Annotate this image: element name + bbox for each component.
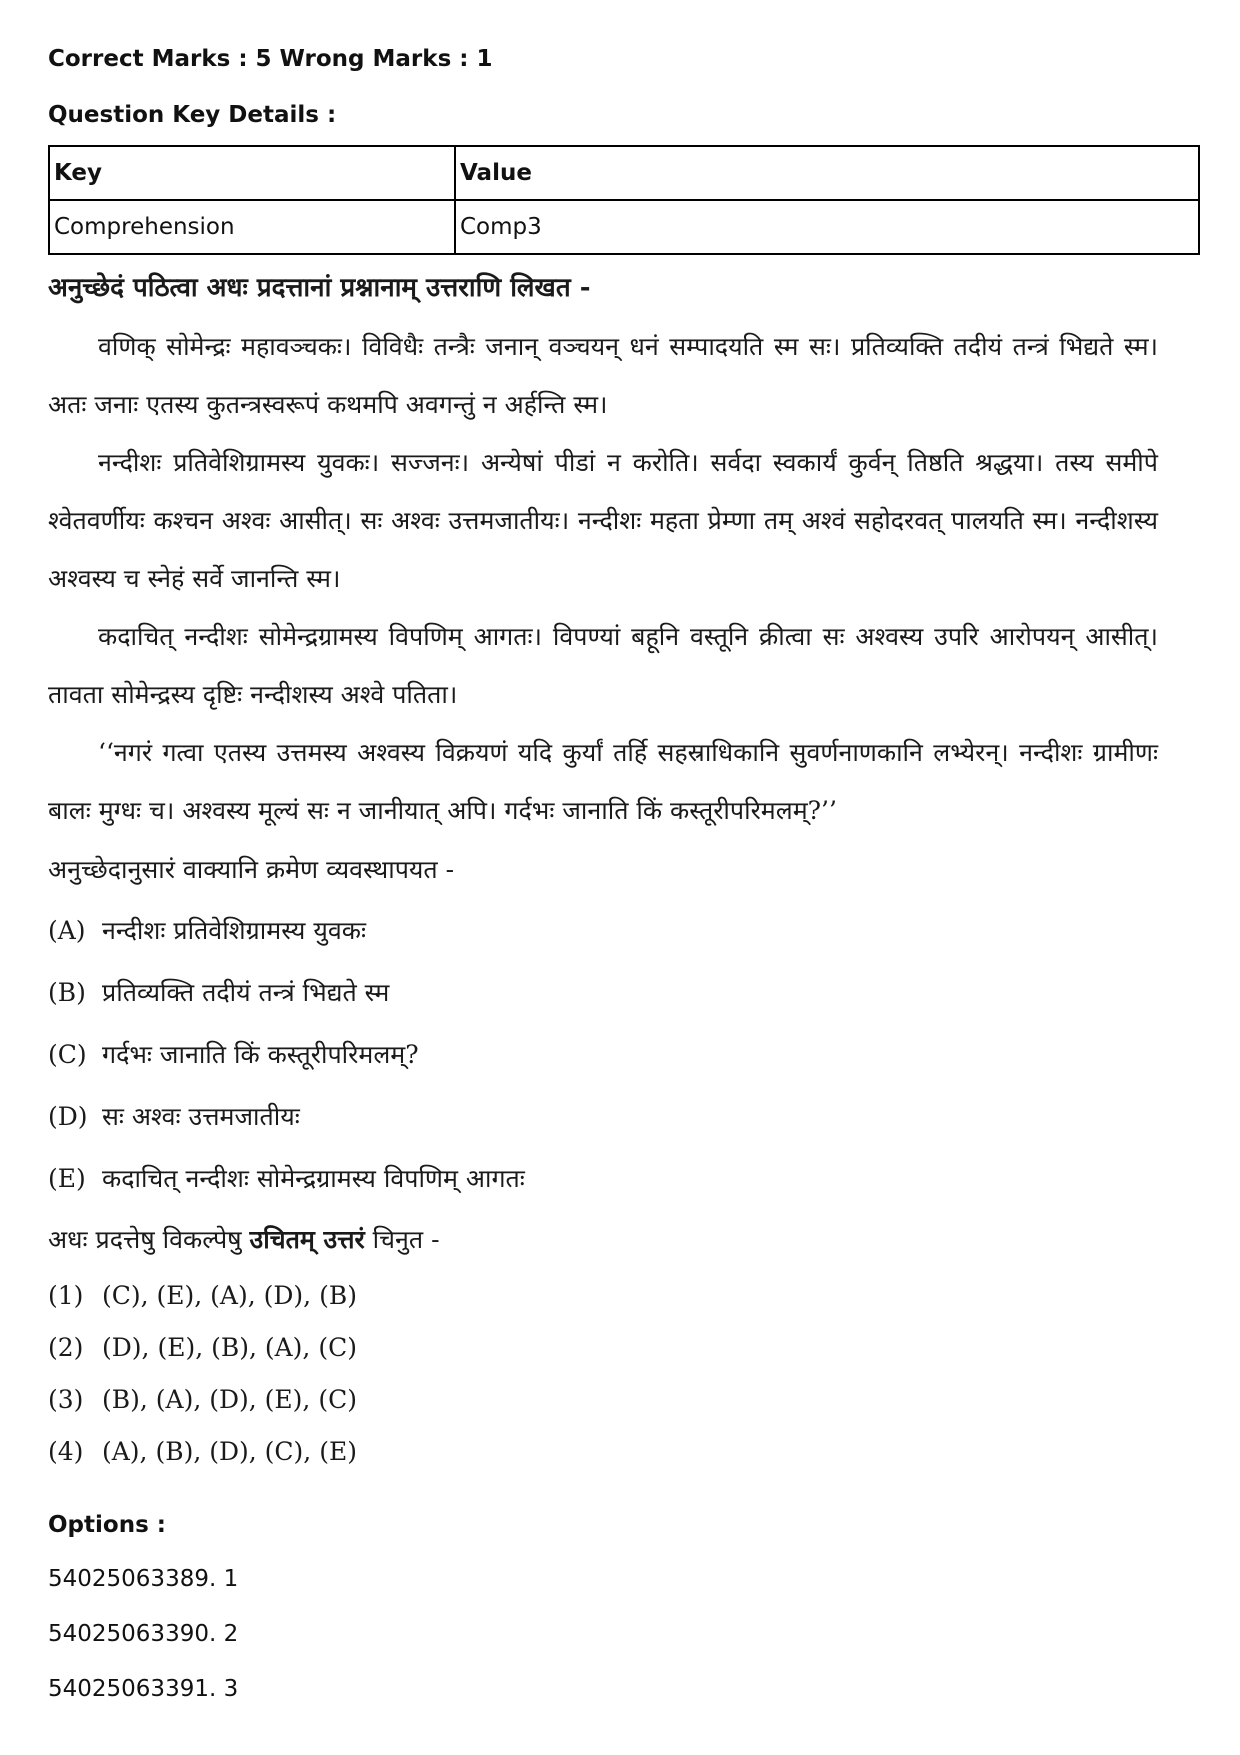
choice-text: (C), (E), (A), (D), (B): [102, 1281, 357, 1310]
choice-item: [48, 1270, 1158, 1322]
choice-label: (2): [48, 1333, 84, 1362]
table-header-value: Value: [455, 146, 1199, 200]
list-item: [48, 962, 1158, 1024]
choice-text: (D), (E), (B), (A), (C): [102, 1333, 357, 1362]
choice-text: (A), (B), (D), (C), (E): [102, 1437, 357, 1466]
passage-paragraph: नन्दीशः प्रतिवेशिग्रामस्य युवकः। सज्जनः। अन्येषां पीडां न करोति। सर्वदा स्वकार्यं कुर्वन् तिष्ठति श्रद्धया। तस्य समीपे श्वेतवर्णीयः कश्चन अश्वः आसीत्। सः अश्वः उत्तमजातीयः। नन्दीशः महता प्रेम्णा तम् अश्वं सहोदरवत् पालयति स्म। नन्दीशस्य अश्वस्य च स्नेहं सर्वे जानन्ति स्म।: [48, 448, 1158, 593]
passage-heading: अनुच्छेदं पठित्वा अधः प्रदत्तानां प्रश्नानाम् उत्तराणि लिखत -: [48, 273, 591, 303]
choose-instruction-bold: उचितम् उत्तरं: [249, 1225, 365, 1254]
choose-instruction-post: चिनुत -: [364, 1225, 440, 1254]
option-item[interactable]: 54025063389. 1: [48, 1566, 239, 1592]
list-item: [48, 1086, 1158, 1148]
choice-item: [48, 1322, 1158, 1374]
choose-instruction: [48, 1210, 1158, 1270]
item-text: कदाचित् नन्दीशः सोमेन्द्रग्रामस्य विपणिम् आगतः: [102, 1164, 525, 1193]
item-text: नन्दीशः प्रतिवेशिग्रामस्य युवकः: [102, 916, 367, 945]
item-text: सः अश्वः उत्तमजातीयः: [102, 1102, 300, 1131]
choice-label: (3): [48, 1385, 84, 1414]
passage-paragraph: कदाचित् नन्दीशः सोमेन्द्रग्रामस्य विपणिम् आगतः। विपण्यां बहूनि वस्तूनि क्रीत्वा सः अश्वस्य उपरि आरोपयन् आसीत्। तावता सोमेन्द्रस्य दृष्टिः नन्दीशस्य अश्वे पतिता।: [48, 622, 1158, 709]
table-cell-value: Comp3: [455, 200, 1199, 254]
option-item[interactable]: 54025063391. 3: [48, 1676, 239, 1702]
passage-block: [48, 268, 1158, 1478]
item-label: (C): [48, 1040, 87, 1069]
marks-line: Correct Marks : 5 Wrong Marks : 1: [48, 46, 493, 72]
choice-label: (4): [48, 1437, 84, 1466]
item-label: (B): [48, 978, 86, 1007]
choice-item: [48, 1426, 1158, 1478]
list-item: [48, 1024, 1158, 1086]
choice-label: (1): [48, 1281, 84, 1310]
arrange-instruction: अनुच्छेदानुसारं वाक्यानि क्रमेण व्यवस्थापयत -: [48, 855, 455, 884]
list-item: [48, 900, 1158, 962]
item-text: प्रतिव्यक्ति तदीयं तन्त्रं भिद्यते स्म: [102, 978, 390, 1007]
options-title: Options :: [48, 1512, 166, 1538]
choice-item: [48, 1374, 1158, 1426]
table-row: [49, 200, 1199, 254]
key-details-table: [48, 145, 1200, 255]
table-header-key: Key: [49, 146, 455, 200]
choose-instruction-pre: अधः प्रदत्तेषु विकल्पेषु: [48, 1225, 250, 1254]
table-cell-key: Comprehension: [49, 200, 455, 254]
item-label: (E): [48, 1164, 86, 1193]
key-details-title: Question Key Details :: [48, 102, 337, 128]
table-header-row: [49, 146, 1199, 200]
item-label: (A): [48, 916, 86, 945]
item-text: गर्दभः जानाति किं कस्तूरीपरिमलम्?: [102, 1040, 419, 1069]
passage-paragraph: ‘‘नगरं गत्वा एतस्य उत्तमस्य अश्वस्य विक्रयणं यदि कुर्यां तर्हि सहस्राधिकानि सुवर्णनाणकानि लभ्येरन्। नन्दीशः ग्रामीणः बालः मुग्धः च। अश्वस्य मूल्यं सः न जानीयात् अपि। गर्दभः जानाति किं कस्तूरीपरिमलम्?’’: [48, 738, 1158, 825]
choice-text: (B), (A), (D), (E), (C): [102, 1385, 357, 1414]
list-item: [48, 1148, 1158, 1210]
option-item[interactable]: 54025063390. 2: [48, 1621, 239, 1647]
item-label: (D): [48, 1102, 88, 1131]
passage-paragraph: वणिक् सोमेन्द्रः महावञ्चकः। विविधैः तन्त्रैः जनान् वञ्चयन् धनं सम्पादयति स्म सः। प्रतिव्यक्ति तदीयं तन्त्रं भिद्यते स्म। अतः जनाः एतस्य कुतन्त्रस्वरूपं कथमपि अवगन्तुं न अर्हन्ति स्म।: [48, 332, 1158, 419]
